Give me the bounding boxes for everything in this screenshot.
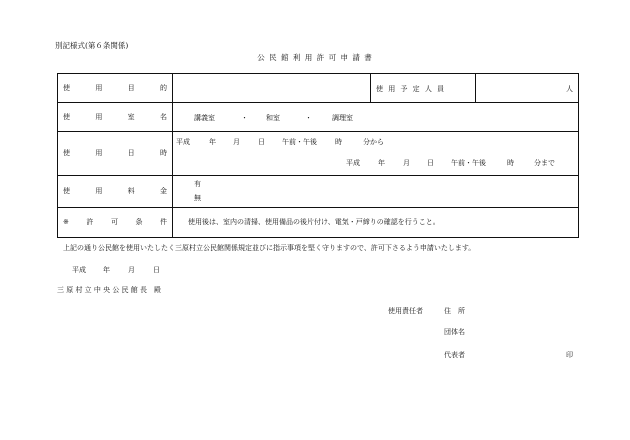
people-unit: 人 xyxy=(566,85,573,93)
responsible-label: 使用責任者 xyxy=(388,307,423,315)
from-year[interactable]: 年 xyxy=(209,138,216,146)
to-year[interactable]: 年 xyxy=(378,159,385,167)
fee-label xyxy=(58,175,172,207)
representative-label: 代表者 xyxy=(444,351,465,359)
separator: ・ xyxy=(241,114,248,122)
from-hour[interactable]: 時 xyxy=(335,138,342,146)
purpose-label xyxy=(58,74,172,102)
from-era: 平成 xyxy=(176,138,190,146)
application-statement: 上記の通り公民館を使用いたしたく三原村立公民館関係規定並びに指示事項を堅く守りますので、許可下さるよう申請いたします。 xyxy=(63,244,476,252)
from-month[interactable]: 月 xyxy=(233,138,240,146)
purpose-input[interactable] xyxy=(173,75,369,101)
expected-people-input[interactable] xyxy=(476,75,576,101)
date-day[interactable]: 日 xyxy=(153,266,160,274)
label-char: 目 xyxy=(127,84,135,92)
label-char: 用 xyxy=(95,112,103,121)
label-char: 使 xyxy=(63,187,70,195)
from-minute[interactable]: 分から xyxy=(363,138,384,146)
room-label xyxy=(58,102,172,131)
label-char: 時 xyxy=(159,149,167,157)
label-char: 許 xyxy=(86,218,94,226)
to-ampm[interactable]: 午前・午後 xyxy=(451,159,486,167)
from-ampm[interactable]: 午前・午後 xyxy=(282,138,317,146)
date-month[interactable]: 月 xyxy=(128,266,135,274)
datetime-label xyxy=(58,131,172,175)
to-hour[interactable]: 時 xyxy=(507,159,514,167)
room-option-japanese[interactable]: 和室 xyxy=(266,114,280,122)
form-id: 別記様式(第６条関係) xyxy=(55,41,129,50)
application-table xyxy=(57,73,579,238)
from-day[interactable]: 日 xyxy=(258,138,265,146)
expected-people-label: 使 用 予 定 人 員 xyxy=(376,85,446,93)
seal-mark: 印 xyxy=(566,351,573,359)
to-month[interactable]: 月 xyxy=(403,159,410,167)
room-option-kitchen[interactable]: 調理室 xyxy=(332,114,353,122)
group-label: 団体名 xyxy=(444,328,465,336)
addressee: 三 原 村 立 中 央 公 民 館 長 殿 xyxy=(57,286,162,294)
address-label: 住 所 xyxy=(444,307,465,315)
room-option-lecture[interactable]: 講義室 xyxy=(194,114,215,122)
label-char: 件 xyxy=(160,218,167,226)
to-day[interactable]: 日 xyxy=(427,159,434,167)
label-char: 日 xyxy=(127,149,135,157)
conditions-label xyxy=(58,207,172,237)
to-minute[interactable]: 分まで xyxy=(534,159,555,167)
form-title: 公 民 館 利 用 許 可 申 請 書 xyxy=(257,53,373,62)
label-char: 的 xyxy=(159,84,167,92)
label-char: 用 xyxy=(95,187,103,195)
label-char: 室 xyxy=(127,112,135,121)
conditions-text: 使用後は、室内の清掃、使用備品の後片付け、電気・戸締りの確認を行うこと。 xyxy=(188,218,440,226)
label-char: 名 xyxy=(159,112,167,121)
fee-no[interactable]: 無 xyxy=(194,194,201,202)
separator: ・ xyxy=(305,114,312,122)
label-char: 使 xyxy=(63,84,70,92)
to-era: 平成 xyxy=(346,159,360,167)
label-char: ※ xyxy=(63,218,69,226)
label-char: 用 xyxy=(95,84,103,92)
label-char: 条 xyxy=(135,218,143,226)
date-year[interactable]: 年 xyxy=(103,266,110,274)
label-char: 使 xyxy=(63,112,70,121)
label-char: 料 xyxy=(127,187,135,195)
column-divider xyxy=(370,74,371,102)
label-char: 使 xyxy=(63,149,70,157)
fee-yes[interactable]: 有 xyxy=(194,180,201,188)
label-char: 可 xyxy=(110,218,118,226)
label-char: 金 xyxy=(159,187,167,195)
label-char: 用 xyxy=(95,149,103,157)
date-era: 平成 xyxy=(72,266,86,274)
